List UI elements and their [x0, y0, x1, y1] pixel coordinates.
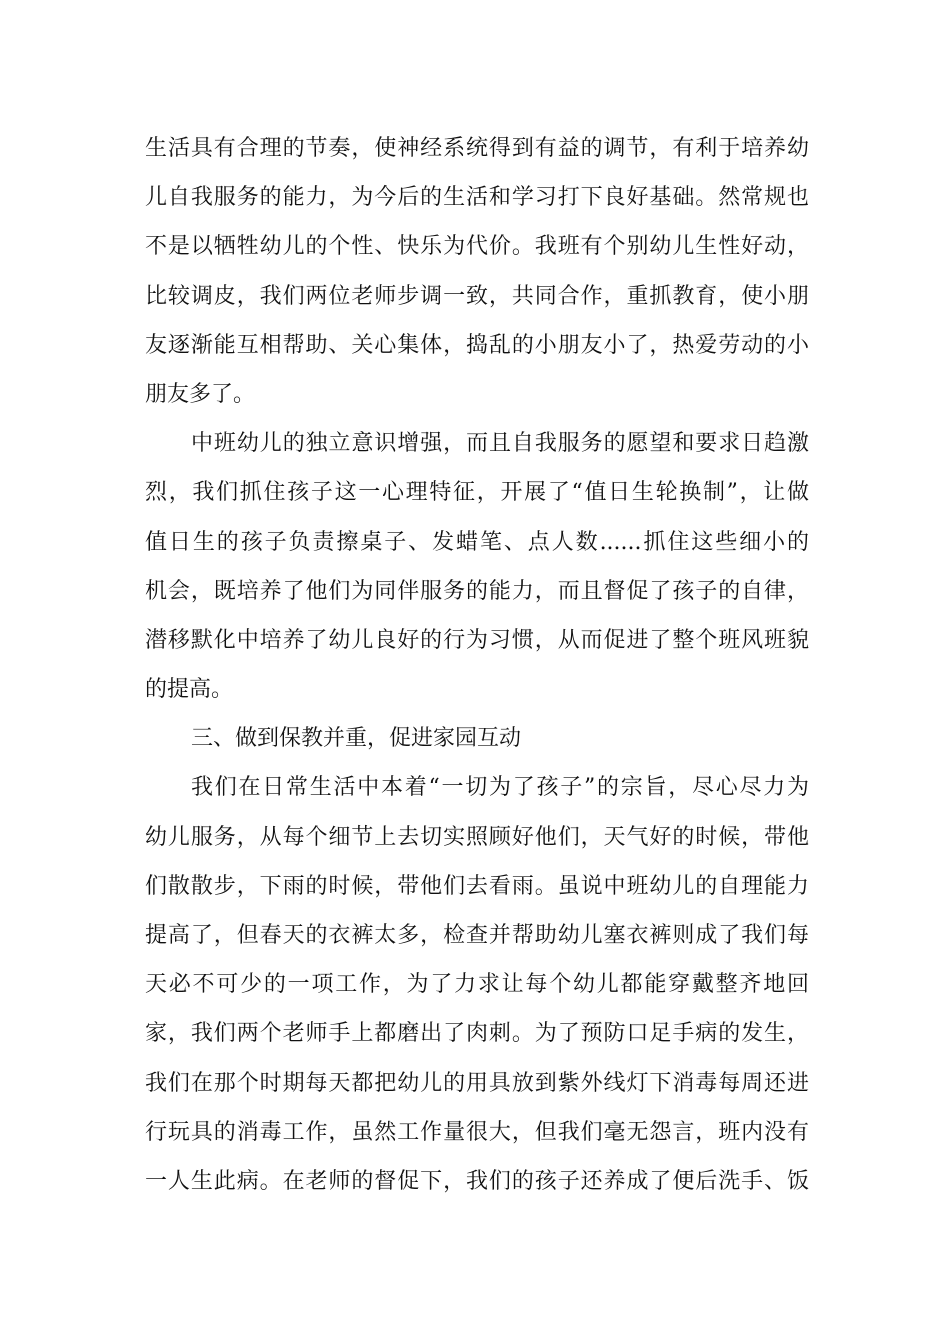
- text-line: 儿自我服务的能力，为今后的生活和学习打下良好基础。然常规也: [145, 185, 809, 211]
- text-line: 们散散步，下雨的时候，带他们去看雨。虽说中班幼儿的自理能力: [145, 873, 809, 899]
- text-line: 朋友多了。: [145, 381, 256, 407]
- text-line: 提高了，但春天的衣裤太多，检查并帮助幼儿塞衣裤则成了我们每: [145, 923, 809, 948]
- text-line: 天必不可少的一项工作，为了力求让每个幼儿都能穿戴整齐地回: [145, 972, 809, 998]
- text-line: 生活具有合理的节奏，使神经系统得到有益的调节，有利于培养幼: [145, 136, 809, 161]
- text-line: 烈，我们抓住孩子这一心理特征，开展了“值日生轮换制”，让做: [145, 480, 809, 506]
- text-line: 不是以牺牲幼儿的个性、快乐为代价。我班有个别幼儿生性好动，: [145, 234, 809, 260]
- text-line: 机会，既培养了他们为同伴服务的能力，而且督促了孩子的自律，: [145, 578, 809, 604]
- text-line: 友逐渐能互相帮助、关心集体，捣乱的小朋友小了，热爱劳动的小: [145, 332, 809, 358]
- text-line: 值日生的孩子负责擦桌子、发蜡笔、点人数......抓住这些细小的: [145, 529, 809, 555]
- section-heading: 三、做到保教并重，促进家园互动: [191, 726, 522, 752]
- text-line: 幼儿服务，从每个细节上去切实照顾好他们，天气好的时候，带他: [145, 824, 809, 850]
- text-line: 我们在那个时期每天都把幼儿的用具放到紫外线灯下消毒每周还进: [145, 1070, 809, 1096]
- text-line: 一人生此病。在老师的督促下，我们的孩子还养成了便后洗手、饭: [145, 1168, 809, 1194]
- text-line: 行玩具的消毒工作，虽然工作量很大，但我们毫无怨言，班内没有: [145, 1119, 809, 1145]
- paragraph-first-line: 我们在日常生活中本着“一切为了孩子”的宗旨，尽心尽力为: [191, 775, 809, 801]
- text-line: 潜移默化中培养了幼儿良好的行为习惯，从而促进了整个班风班貌: [145, 627, 809, 653]
- text-line: 的提高。: [145, 677, 234, 703]
- paragraph-first-line: 中班幼儿的独立意识增强，而且自我服务的愿望和要求日趋激: [191, 431, 809, 457]
- text-line: 比较调皮，我们两位老师步调一致，共同合作，重抓教育，使小朋: [145, 283, 809, 309]
- body-text: [145, 124, 809, 1206]
- text-line: 家，我们两个老师手上都磨出了肉刺。为了预防口足手病的发生，: [145, 1021, 809, 1047]
